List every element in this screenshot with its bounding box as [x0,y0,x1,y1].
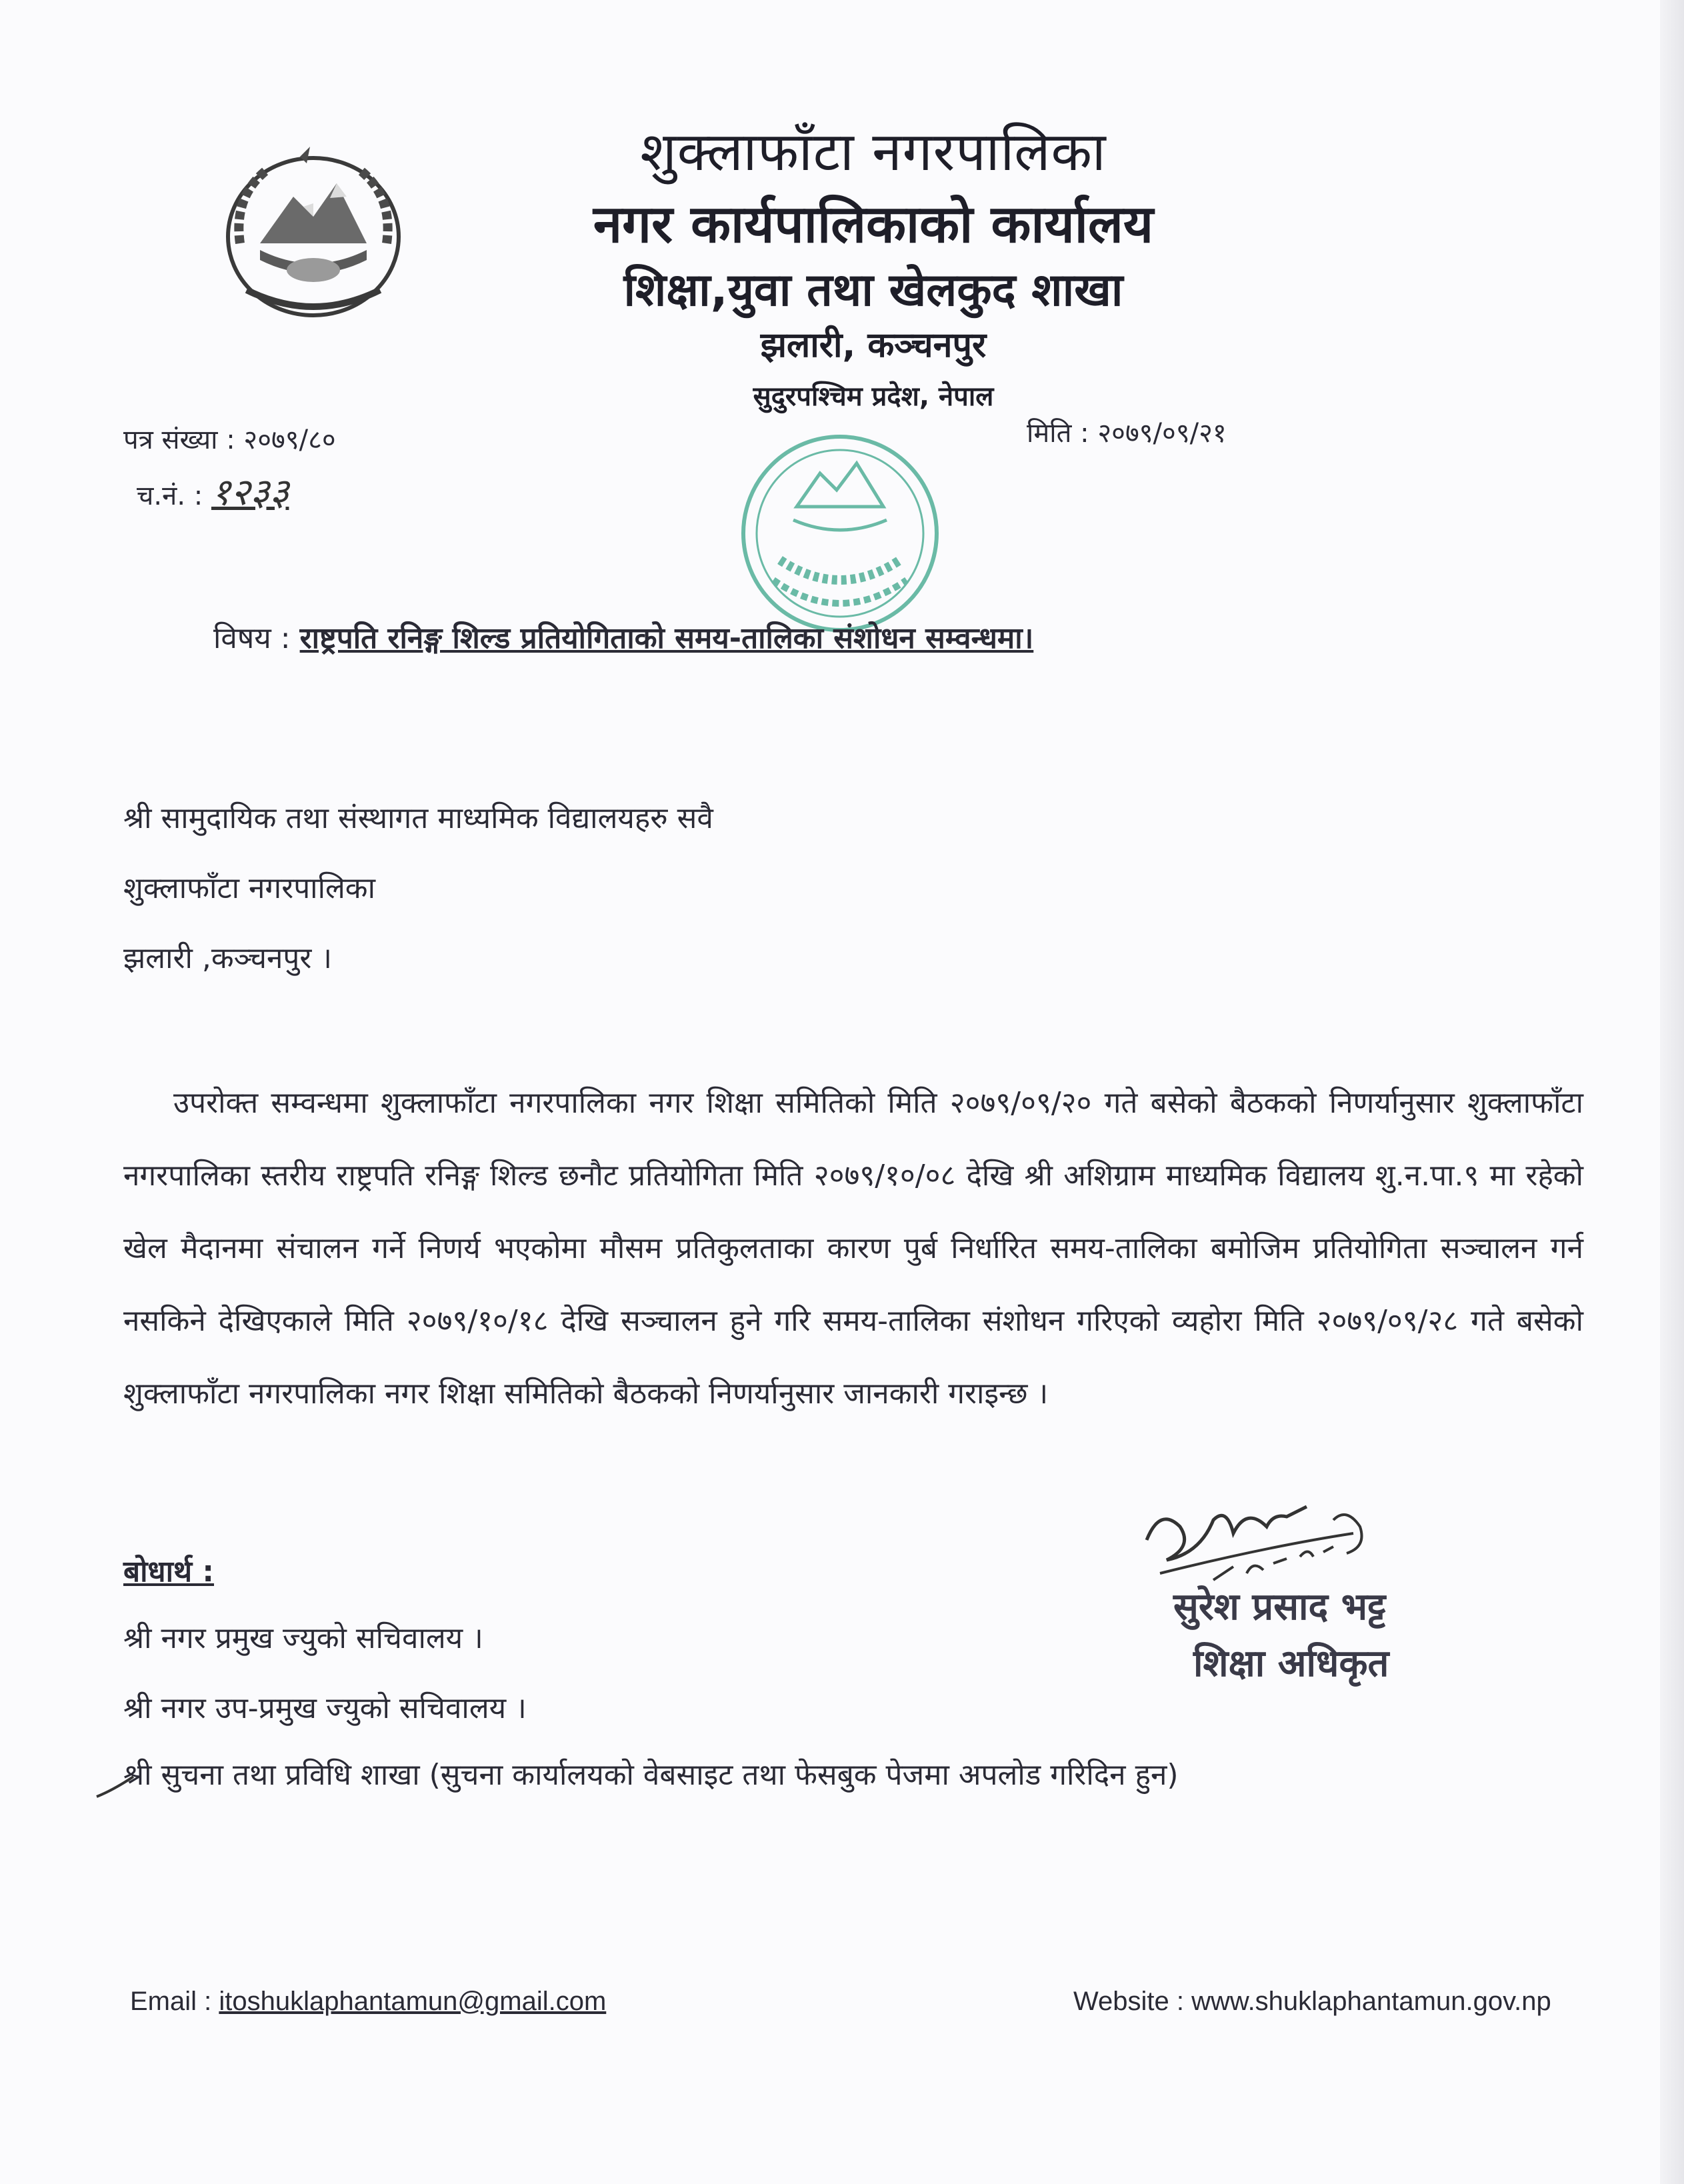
cc-heading: बोधार्थ : [123,1555,215,1589]
dispatch-number [137,465,289,516]
email-link[interactable]: itoshuklaphantamun@gmail.com [219,1987,607,2016]
addressee-line-3: झलारी ,कञ्चनपुर । [123,941,333,975]
office-location: झलारी, कञ्चनपुर [760,325,987,365]
dispatch-label: च.नं. : [137,481,203,511]
scan-edge [1660,0,1684,2184]
letter-body: उपरोक्त सम्वन्धमा शुक्लाफाँटा नगरपालिका नगर शिक्षा समितिको मिति २०७९/०९/२० गते बसेको बैठकको निणर्यानुसार शुक्लाफाँटा नगरपालिका स्तरीय राष्ट्रपति रनिङ्ग शिल्ड छनौट प्रतियोगिता मिति २०७९/१०/०८ देखि श्री अशिग्राम माध्यमिक विद्यालय शु.न.पा.९ मा रहेको खेल मैदानमा संचालन गर्ने निणर्य भएकोमा मौसम प्रतिकुलताका कारण पुर्ब निर्धारित समय-तालिका बमोजिम प्रतियोगिता सञ्चालन गर्न नसकिने देखिएकाले मिति २०७९/१०/१८ देखि सञ्चालन हुने गरि समय-तालिका संशोधन गरिएको व्यहोरा मिति २०७९/०९/२८ गते बसेको शुक्लाफाँटा नगरपालिका नगर शिक्षा समितिको बैठकको निणर्यानुसार जानकारी गराइन्छ । [123,1086,1583,1411]
cc-item: श्री नगर उप-प्रमुख ज्युको सचिवालय । [123,1691,527,1725]
checkmark-icon [93,1770,153,1803]
email-label: Email : [130,1987,212,2016]
nepal-emblem-icon [220,143,407,323]
municipality-name: शुक्लाफाँटा नगरपालिका [640,121,1107,183]
letter-date: मिति : २०७९/०९/२१ [1027,418,1227,449]
cc-item: श्री नगर प्रमुख ज्युको सचिवालय । [123,1621,483,1655]
branch-name: शिक्षा,युवा तथा खेलकुद शाखा [623,264,1123,317]
office-name: नगर कार्यपालिकाको कार्यालय [593,195,1154,255]
subject-label: विषय : [213,621,291,655]
province-line: सुदुरपश्चिम प्रदेश, नेपाल [753,381,994,412]
dispatch-value: १२३३ [211,471,289,514]
addressee-line-1: श्री सामुदायिक तथा संस्थागत माध्यमिक विद्यालयहरु सवै [123,801,713,835]
subject-line [213,617,1033,657]
footer-email [130,1987,606,2017]
subject-text: राष्ट्रपति रनिङ्ग शिल्ड प्रतियोगिताको समय-तालिका संशोधन सम्वन्धमा। [299,621,1034,655]
cc-item: श्री सुचना तथा प्रविधि शाखा (सुचना कार्यालयको वेबसाइट तथा फेसबुक पेजमा अपलोड गरिदिन हुन) [123,1758,1179,1792]
signatory-name: सुरेश प्रसाद भट्ट [1173,1585,1386,1629]
footer-website[interactable]: Website : www.shuklaphantamun.gov.np [1073,1987,1551,2016]
signatory-title: शिक्षा अधिकृत [1193,1642,1389,1685]
addressee-line-2: शुक्लाफाँटा नगरपालिका [123,871,375,905]
office-stamp-icon [733,427,947,640]
reference-number: पत्र संख्या : २०७९/८० [123,425,336,455]
